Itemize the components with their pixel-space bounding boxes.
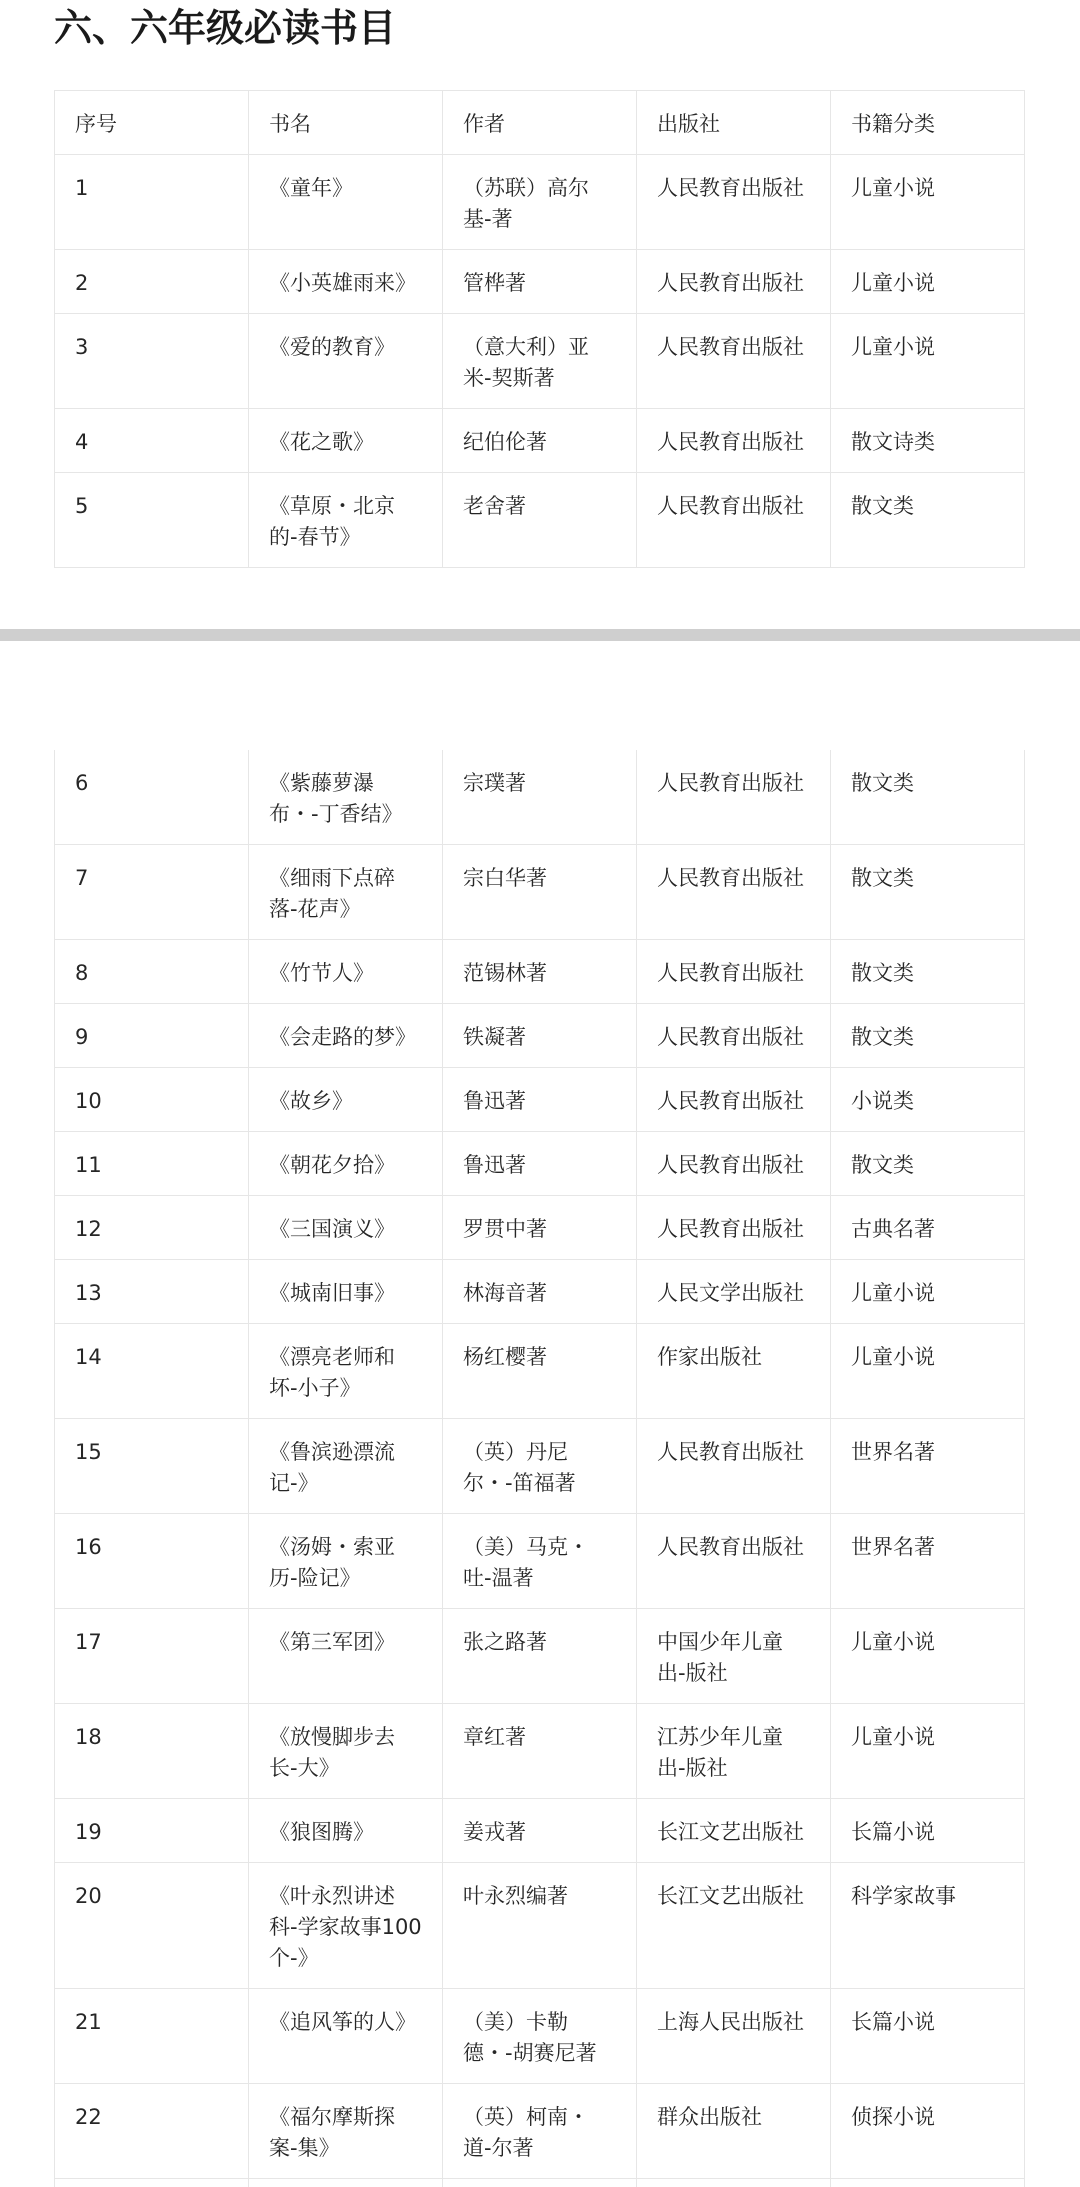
cell-category: 散文类 [830, 473, 1025, 567]
cell-author: 张之路著 [442, 1609, 636, 1703]
cell-author: （美）卡勒德・-胡赛尼著 [442, 1989, 636, 2083]
cell-title: 《追风筝的人》 [248, 1989, 442, 2083]
table-row [54, 1324, 1025, 1419]
cell-author: （意大利）亚米-契斯著 [442, 314, 636, 408]
cell-category: 散文类 [830, 1004, 1025, 1067]
cell-author: 老舍著 [442, 473, 636, 567]
table-row [54, 845, 1025, 940]
cell-number: 2 [54, 250, 248, 313]
cell-number: 3 [54, 314, 248, 408]
cell-author: 纪伯伦著 [442, 409, 636, 472]
cell-category: 散文类 [830, 845, 1025, 939]
cell-author: 鲁迅著 [442, 1132, 636, 1195]
cell-publisher: 人民教育出版社 [636, 750, 830, 844]
section-divider [0, 629, 1080, 641]
empty-cell [54, 2179, 248, 2187]
cell-category: 儿童小说 [830, 314, 1025, 408]
cell-author: 姜戎著 [442, 1799, 636, 1862]
cell-title: 《叶永烈讲述科-学家故事100个-》 [248, 1863, 442, 1988]
cell-title: 《漂亮老师和坏-小子》 [248, 1324, 442, 1418]
cell-number: 5 [54, 473, 248, 567]
cell-number: 21 [54, 1989, 248, 2083]
column-header-title: 书名 [248, 91, 442, 154]
cell-publisher: 人民教育出版社 [636, 1196, 830, 1259]
cell-publisher: 人民教育出版社 [636, 250, 830, 313]
cell-title: 《竹节人》 [248, 940, 442, 1003]
cell-publisher: 人民教育出版社 [636, 155, 830, 249]
table-row [54, 314, 1025, 409]
cell-title: 《鲁滨逊漂流记-》 [248, 1419, 442, 1513]
cell-number: 14 [54, 1324, 248, 1418]
table-row [54, 1514, 1025, 1609]
cell-author: 管桦著 [442, 250, 636, 313]
cell-category: 散文诗类 [830, 409, 1025, 472]
cell-author: 章红著 [442, 1704, 636, 1798]
table-row [54, 1260, 1025, 1324]
cell-author: 罗贯中著 [442, 1196, 636, 1259]
book-table-part-1 [54, 90, 1025, 568]
table-row [54, 409, 1025, 473]
book-table-part-2 [54, 750, 1025, 2187]
empty-cell [830, 2179, 1025, 2187]
cell-title: 《故乡》 [248, 1068, 442, 1131]
cell-author: 叶永烈编著 [442, 1863, 636, 1988]
cell-number: 17 [54, 1609, 248, 1703]
cell-number: 15 [54, 1419, 248, 1513]
cell-publisher: 人民教育出版社 [636, 1514, 830, 1608]
empty-cell [636, 2179, 830, 2187]
cell-publisher: 中国少年儿童出-版社 [636, 1609, 830, 1703]
cell-author: 鲁迅著 [442, 1068, 636, 1131]
cell-number: 6 [54, 750, 248, 844]
cell-publisher: 人民教育出版社 [636, 473, 830, 567]
cell-category: 世界名著 [830, 1419, 1025, 1513]
table-row [54, 1419, 1025, 1514]
table-row [54, 1068, 1025, 1132]
cell-category: 儿童小说 [830, 1260, 1025, 1323]
cell-publisher: 人民文学出版社 [636, 1260, 830, 1323]
cell-category: 散文类 [830, 750, 1025, 844]
cell-number: 8 [54, 940, 248, 1003]
table-row [54, 750, 1025, 845]
cell-author: （苏联）高尔基-著 [442, 155, 636, 249]
table-row [54, 1132, 1025, 1196]
cell-title: 《爱的教育》 [248, 314, 442, 408]
cell-category: 小说类 [830, 1068, 1025, 1131]
cell-number: 10 [54, 1068, 248, 1131]
cell-category: 长篇小说 [830, 1799, 1025, 1862]
page-title: 六、六年级必读书目 [54, 6, 397, 50]
cell-number: 20 [54, 1863, 248, 1988]
column-header-author: 作者 [442, 91, 636, 154]
cell-category: 儿童小说 [830, 250, 1025, 313]
cell-category: 侦探小说 [830, 2084, 1025, 2178]
cell-category: 散文类 [830, 1132, 1025, 1195]
cell-author: （英）丹尼尔・-笛福著 [442, 1419, 636, 1513]
cell-category: 科学家故事 [830, 1863, 1025, 1988]
cell-number: 22 [54, 2084, 248, 2178]
table-row [54, 2084, 1025, 2179]
cell-title: 《会走路的梦》 [248, 1004, 442, 1067]
cell-publisher: 上海人民出版社 [636, 1989, 830, 2083]
cell-category: 世界名著 [830, 1514, 1025, 1608]
cell-publisher: 江苏少年儿童出-版社 [636, 1704, 830, 1798]
cell-category: 散文类 [830, 940, 1025, 1003]
cell-title: 《第三军团》 [248, 1609, 442, 1703]
cell-publisher: 长江文艺出版社 [636, 1799, 830, 1862]
cell-number: 4 [54, 409, 248, 472]
cell-title: 《细雨下点碎落-花声》 [248, 845, 442, 939]
cell-title: 《花之歌》 [248, 409, 442, 472]
cell-number: 1 [54, 155, 248, 249]
cell-title: 《童年》 [248, 155, 442, 249]
table-row [54, 1196, 1025, 1260]
table-row [54, 473, 1025, 568]
cell-title: 《紫藤萝瀑布・-丁香结》 [248, 750, 442, 844]
cell-title: 《三国演义》 [248, 1196, 442, 1259]
table-row [54, 250, 1025, 314]
table-row [54, 155, 1025, 250]
cell-publisher: 作家出版社 [636, 1324, 830, 1418]
cell-title: 《城南旧事》 [248, 1260, 442, 1323]
cell-publisher: 人民教育出版社 [636, 314, 830, 408]
cell-number: 9 [54, 1004, 248, 1067]
cell-category: 长篇小说 [830, 1989, 1025, 2083]
cell-publisher: 长江文艺出版社 [636, 1863, 830, 1988]
cell-title: 《朝花夕拾》 [248, 1132, 442, 1195]
cell-author: 铁凝著 [442, 1004, 636, 1067]
cell-category: 儿童小说 [830, 1704, 1025, 1798]
table-row-continuation [54, 2179, 1025, 2187]
cell-category: 古典名著 [830, 1196, 1025, 1259]
cell-title: 《福尔摩斯探案-集》 [248, 2084, 442, 2178]
cell-author: 宗璞著 [442, 750, 636, 844]
cell-number: 11 [54, 1132, 248, 1195]
cell-category: 儿童小说 [830, 1324, 1025, 1418]
cell-author: 林海音著 [442, 1260, 636, 1323]
cell-author: 范锡林著 [442, 940, 636, 1003]
empty-cell [442, 2179, 636, 2187]
cell-title: 《小英雄雨来》 [248, 250, 442, 313]
column-header-category: 书籍分类 [830, 91, 1025, 154]
cell-publisher: 人民教育出版社 [636, 1419, 830, 1513]
cell-publisher: 人民教育出版社 [636, 845, 830, 939]
cell-category: 儿童小说 [830, 1609, 1025, 1703]
cell-publisher: 人民教育出版社 [636, 1004, 830, 1067]
table-row [54, 1863, 1025, 1989]
table-row [54, 1004, 1025, 1068]
cell-author: （英）柯南・道-尔著 [442, 2084, 636, 2178]
cell-title: 《狼图腾》 [248, 1799, 442, 1862]
cell-number: 7 [54, 845, 248, 939]
cell-number: 19 [54, 1799, 248, 1862]
cell-title: 《放慢脚步去长-大》 [248, 1704, 442, 1798]
cell-category: 儿童小说 [830, 155, 1025, 249]
cell-publisher: 群众出版社 [636, 2084, 830, 2178]
table-row [54, 1799, 1025, 1863]
table-row [54, 1704, 1025, 1799]
empty-cell [248, 2179, 442, 2187]
cell-number: 12 [54, 1196, 248, 1259]
cell-author: 宗白华著 [442, 845, 636, 939]
column-header-publisher: 出版社 [636, 91, 830, 154]
cell-publisher: 人民教育出版社 [636, 940, 830, 1003]
cell-publisher: 人民教育出版社 [636, 409, 830, 472]
cell-publisher: 人民教育出版社 [636, 1068, 830, 1131]
cell-publisher: 人民教育出版社 [636, 1132, 830, 1195]
cell-number: 13 [54, 1260, 248, 1323]
table-header-row [54, 91, 1025, 155]
table-row [54, 1609, 1025, 1704]
table-row [54, 940, 1025, 1004]
cell-title: 《汤姆・索亚历-险记》 [248, 1514, 442, 1608]
cell-number: 18 [54, 1704, 248, 1798]
cell-author: （美）马克・吐-温著 [442, 1514, 636, 1608]
column-header-number: 序号 [54, 91, 248, 154]
cell-author: 杨红樱著 [442, 1324, 636, 1418]
cell-number: 16 [54, 1514, 248, 1608]
cell-title: 《草原・北京的-春节》 [248, 473, 442, 567]
